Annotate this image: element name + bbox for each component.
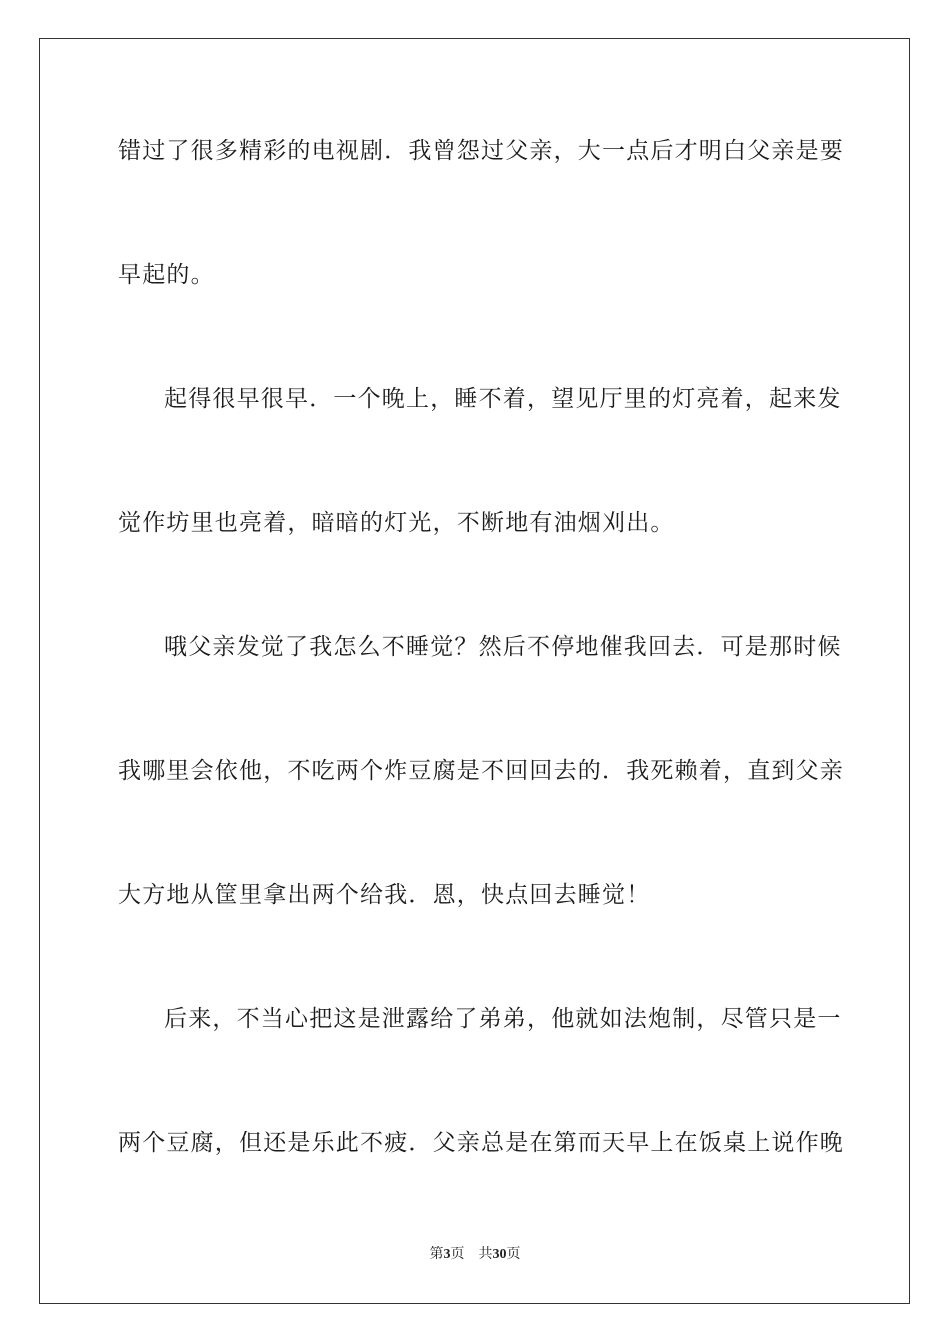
total-prefix: 共 xyxy=(478,1246,493,1262)
text-line-3: 起得很早很早．一个晚上，睡不着，望见厅里的灯亮着，起来发 xyxy=(164,386,842,412)
page-number: 3 xyxy=(443,1247,451,1262)
text-line-5: 哦父亲发觉了我怎么不睡觉？然后不停地催我回去．可是那时候 xyxy=(164,634,842,660)
total-suffix: 页 xyxy=(506,1246,521,1262)
text-line-4: 觉作坊里也亮着，暗暗的灯光，不断地有油烟刈出。 xyxy=(118,510,675,536)
text-line-6: 我哪里会依他，不吃两个炸豆腐是不回回去的．我死赖着，直到父亲 xyxy=(118,758,844,784)
text-line-9: 两个豆腐，但还是乐此不疲．父亲总是在第而天早上在饭桌上说作晚 xyxy=(118,1130,844,1156)
text-line-7: 大方地从筐里拿出两个给我．恩，快点回去睡觉！ xyxy=(118,882,651,908)
page-border xyxy=(39,38,910,1304)
total-pages: 30 xyxy=(492,1247,507,1262)
page-footer xyxy=(0,1245,950,1264)
text-line-2: 早起的。 xyxy=(118,262,215,288)
text-line-1: 错过了很多精彩的电视剧．我曾怨过父亲，大一点后才明白父亲是要 xyxy=(118,138,844,164)
text-line-8: 后来，不当心把这是泄露给了弟弟，他就如法炮制，尽管只是一 xyxy=(164,1006,842,1032)
page-suffix: 页 xyxy=(450,1246,465,1262)
page-prefix: 第 xyxy=(429,1246,444,1262)
